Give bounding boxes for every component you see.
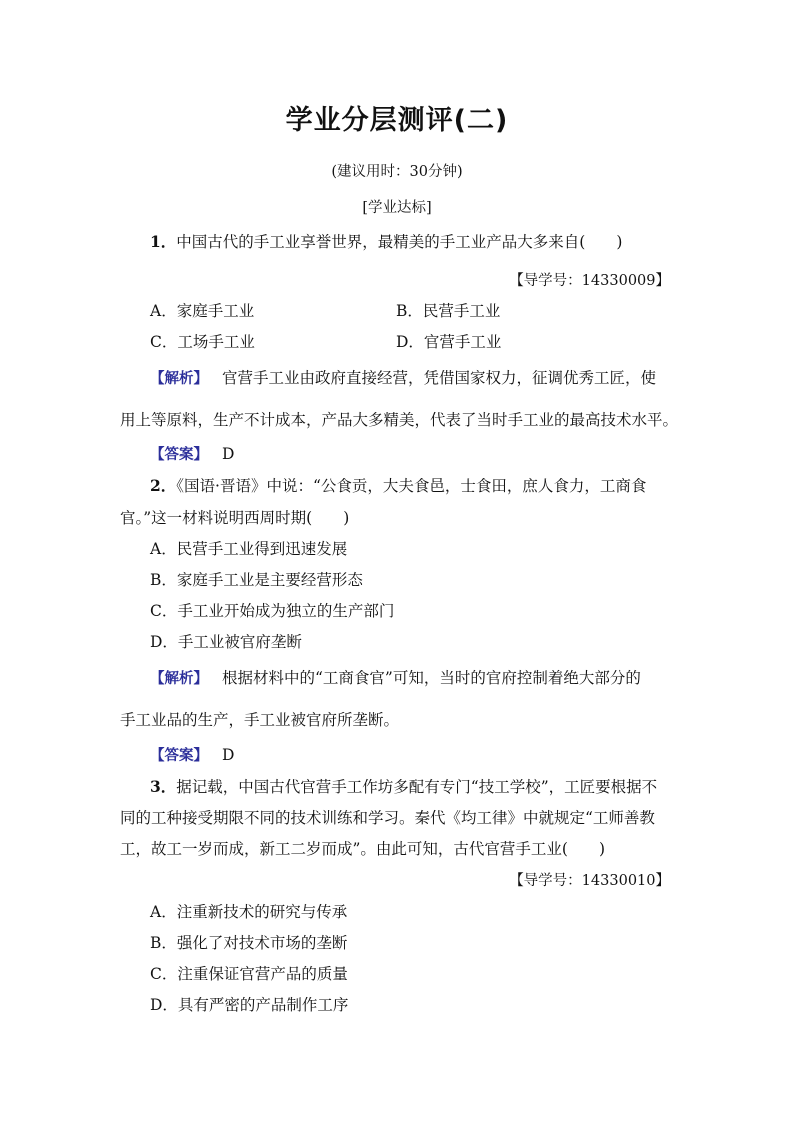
question-text: 据记载，中国古代官营手工作坊多配有专门“技工学校”，工匠要根据不 bbox=[176, 778, 658, 796]
question-number: 1． bbox=[150, 232, 177, 251]
analysis-label: 【解析】 bbox=[150, 671, 208, 687]
question-text: 同的工种接受期限不同的技术训练和学习。秦代《均工律》中就规定“工师善教 bbox=[120, 809, 655, 827]
option-d: D．官营手工业 bbox=[396, 333, 502, 351]
option-c: C．手工业开始成为独立的生产部门 bbox=[150, 602, 395, 620]
question-2-stem bbox=[150, 474, 674, 496]
analysis-text: 根据材料中的“工商食官”可知，当时的官府控制着绝大部分的 bbox=[222, 669, 641, 687]
option-d: D．手工业被官府垄断 bbox=[150, 633, 302, 651]
question-number: 3． bbox=[150, 777, 177, 796]
option-a: A．注重新技术的研究与传承 bbox=[150, 903, 348, 921]
option-b: B．民营手工业 bbox=[396, 302, 501, 320]
option-c: C．工场手工业 bbox=[150, 333, 255, 351]
answer-line bbox=[150, 443, 234, 464]
question-text: 中国古代的手工业享誉世界，最精美的手工业产品大多来自( ) bbox=[176, 233, 623, 251]
option-a: A．家庭手工业 bbox=[150, 302, 255, 320]
option-b: B．强化了对技术市场的垄断 bbox=[150, 934, 348, 952]
option-a: A．民营手工业得到迅速发展 bbox=[150, 540, 348, 558]
option-c: C．注重保证官营产品的质量 bbox=[150, 965, 348, 983]
analysis-line: 用上等原料，生产不计成本，产品大多精美，代表了当时手工业的最高技术水平。 bbox=[120, 411, 679, 429]
answer-label: 【答案】 bbox=[150, 748, 208, 764]
analysis-line: 手工业品的生产，手工业被官府所垄断。 bbox=[120, 711, 400, 729]
analysis-label: 【解析】 bbox=[150, 371, 208, 387]
answer-label: 【答案】 bbox=[150, 447, 208, 463]
analysis-line bbox=[150, 666, 674, 688]
page-title: 学业分层测评(二) bbox=[285, 105, 509, 136]
answer-value: D bbox=[222, 746, 235, 764]
option-d: D．具有严密的产品制作工序 bbox=[150, 996, 349, 1014]
answer-line bbox=[150, 744, 234, 765]
section-heading: [学业达标] bbox=[362, 200, 432, 216]
time-note: (建议用时：30分钟) bbox=[331, 164, 463, 180]
question-text: 《国语·晋语》中说：“公食贡，大夫食邑，士食田，庶人食力，工商食 bbox=[176, 477, 647, 495]
analysis-line bbox=[150, 366, 674, 388]
question-number: 2． bbox=[150, 476, 177, 495]
option-b: B．家庭手工业是主要经营形态 bbox=[150, 571, 363, 589]
answer-value: D bbox=[222, 445, 235, 463]
question-3-stem bbox=[150, 775, 674, 797]
guide-number: 【导学号：14330009】 bbox=[509, 273, 670, 289]
question-text: 官。”这一材料说明西周时期( ) bbox=[120, 509, 350, 527]
question-text: 工，故工一岁而成，新工二岁而成”。由此可知，古代官营手工业( ) bbox=[120, 840, 606, 858]
guide-number: 【导学号：14330010】 bbox=[509, 873, 670, 889]
analysis-text: 官营手工业由政府直接经营，凭借国家权力，征调优秀工匠，使 bbox=[222, 369, 657, 387]
question-1-stem bbox=[150, 230, 622, 252]
